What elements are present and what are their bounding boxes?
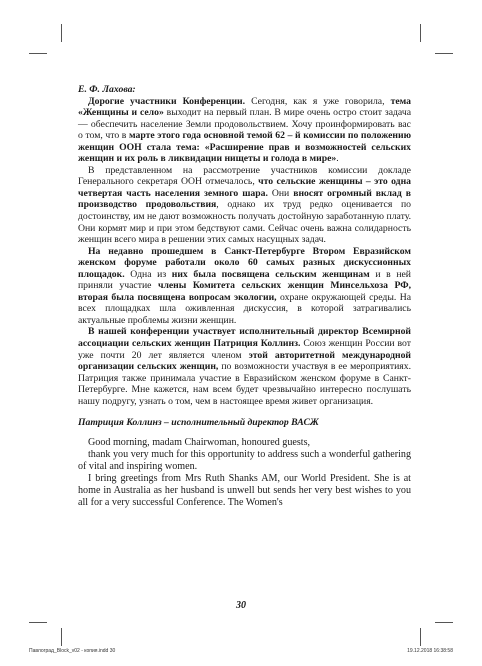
- text-run: охране окружающей среды. На всех площадках шла оживленная дискуссия, в которой затрагивались актуальные проблемы жизни женщин.: [78, 291, 412, 326]
- speaker-name: Е. Ф. Лахова:: [78, 84, 136, 95]
- crop-mark-bottom-right-v: [420, 628, 421, 646]
- print-slug-timestamp: 19.12.2018 16:38:58: [407, 648, 453, 654]
- text-run: Сегодня, как я уже говорила,: [245, 95, 391, 107]
- bold-text-run: вносят огромный вклад в производство продовольствия: [78, 187, 411, 211]
- bold-text-run: Дорогие участники Конференции.: [88, 95, 246, 107]
- bold-text-run: тема «Женщины и село»: [78, 95, 411, 119]
- paragraph: [78, 96, 411, 165]
- speaker-name: Патриция Коллинз – исполнительный директор ВАСЖ: [78, 417, 319, 429]
- crop-mark-top-right-v: [420, 24, 421, 42]
- crop-mark-top-right-h: [435, 53, 453, 54]
- text-run: В представленном на рассмотрение участников комиссии докладе Генерального секретаря ООН отмечалось,: [78, 164, 411, 188]
- paragraph: [78, 326, 411, 407]
- bold-text-run: На недавно прошедшем в Санкт-Петербурге Втором Евразийском женском форуме работали около 60 самых разных дискуссионных площадок.: [78, 245, 411, 280]
- text-run: Одна из: [124, 268, 172, 280]
- english-paragraph: thank you very much for this opportunity to address such a wonderful gathering of vital and inspiring women.: [78, 448, 411, 472]
- english-paragraph: I bring greetings from Mrs Ruth Shanks AM, our World President. She is at home in Australia as her husband is unwell but sends her very best wishes to you all for a very successful Conference. The Women's: [78, 472, 411, 508]
- bold-text-run: них была посвящена сельским женщинам: [171, 268, 370, 280]
- text-run: Союз женщин России вот уже почти 20 лет является членом: [78, 338, 411, 361]
- print-slug-file: Павлоград_Block_v02 - копия.indd 30: [29, 648, 116, 654]
- paragraph: [78, 246, 411, 327]
- crop-mark-bottom-left-v: [61, 628, 62, 646]
- text-run: и в ней приняли участие: [78, 268, 411, 292]
- text-run: Они: [267, 187, 294, 199]
- bold-text-run: члены Комитета сельских женщин Минсельхоза РФ, вторая была посвящена вопросам экологии,: [78, 280, 412, 303]
- bold-text-run: что сельские женщины – это одна четвертая часть населения земного шара.: [78, 176, 411, 199]
- page-body: [78, 84, 411, 509]
- crop-mark-bottom-left-h: [29, 622, 47, 623]
- bold-text-run: этой авторитетной международной организации сельских женщин,: [78, 349, 411, 373]
- crop-mark-top-left-v: [61, 24, 62, 42]
- bold-text-run: марте этого года основной темой 62 – й комиссии по положению женщин ООН стала тема: «Расширение прав и возможностей сельских женщин и их роль в ликвидации нищеты и голода в мире»: [78, 130, 411, 165]
- page-number: 30: [236, 600, 246, 611]
- crop-mark-top-left-h: [29, 53, 47, 54]
- text-run: , однако их труд редко оценивается по достоинству, им не дают возможность получать достойную заработанную плату. Они кормят мир и при этом бедствуют сами. Сейчас очень важна солидарность женщин всего мира в решении этих самых насущных задач.: [78, 199, 411, 246]
- crop-mark-bottom-right-h: [435, 622, 453, 623]
- paragraph: [78, 165, 411, 246]
- text-run: выходит на первый план. В мире очень остро стоит задача — обеспечить население Земли продовольствием. Хочу проинформировать вас о том, что в: [78, 107, 412, 142]
- bold-text-run: В нашей конференции участвует исполнительный директор Всемирной ассоциации сельских женщин Патриция Коллинз.: [78, 326, 411, 350]
- english-paragraph: Good morning, madam Chairwoman, honoured guests,: [88, 436, 311, 448]
- text-run: .: [336, 153, 339, 165]
- text-run: по возможности участвуя в ее мероприятиях. Патриция также принимала участие в Евразийском женском форуме в Санкт-Петербурге. Мне кажется, нам всем будет чрезвычайно интересно послушать нашу подругу, узнать о том, чем в настоящее время живет организация.: [78, 361, 411, 407]
